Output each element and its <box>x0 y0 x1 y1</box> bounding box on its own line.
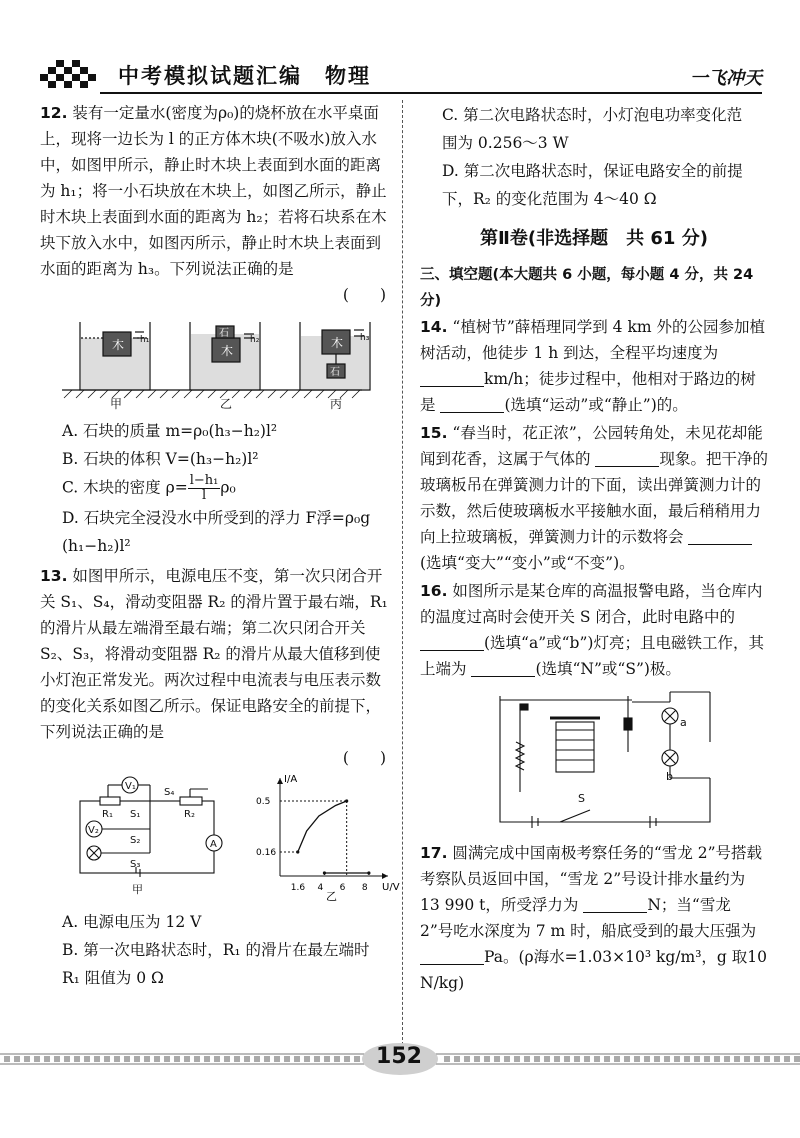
option-d: D. 第二次电路状态时，保证电路安全的前提 <box>442 162 743 180</box>
footer-dash <box>84 1056 90 1062</box>
footer-dash <box>784 1056 790 1062</box>
voltmeter-v1: V₁ <box>125 781 136 792</box>
y-tick-label: 0.5 <box>256 797 271 807</box>
footer-dash <box>74 1056 80 1062</box>
footer-dash <box>224 1056 230 1062</box>
circuit-and-graph-figure <box>40 771 400 903</box>
option-d: D. 石块完全浸没水中所受到的浮力 F浮=ρ₀g <box>62 509 371 527</box>
answer-blank[interactable] <box>420 368 484 387</box>
fig-label-yi: 乙 <box>220 397 233 411</box>
footer-dash <box>94 1056 100 1062</box>
footer-dash <box>714 1056 720 1062</box>
s2-label: S₂ <box>130 835 141 846</box>
wood-label: 木 <box>112 338 125 352</box>
footer-dash <box>734 1056 740 1062</box>
page-header <box>0 52 800 98</box>
series-line-curve <box>298 801 347 852</box>
fraction-numerator: l−h₁ <box>189 473 219 488</box>
footer-dash <box>564 1056 570 1062</box>
wood-label: 木 <box>331 336 344 350</box>
footer-dash <box>754 1056 760 1062</box>
q16-text-2: (选填“a”或“b”)灯亮；且电磁铁工作，其上端为 <box>420 634 764 678</box>
q17-text-2: N；当“雪龙 2”号吃水深度为 7 m 时，船底受到的最大压强为 <box>420 896 757 940</box>
option-b-cont: R₁ 阻值为 0 Ω <box>62 969 164 987</box>
q14-text-2: km/h；徒步过程中，他相对于路边的树是 <box>420 370 756 414</box>
question-13 <box>40 563 400 991</box>
footer-dash <box>664 1056 670 1062</box>
data-point <box>345 799 348 802</box>
footer-dash <box>694 1056 700 1062</box>
q15-text-3: (选填“变大”“变小”或“不变”)。 <box>420 554 635 572</box>
answer-paren: ( ) <box>342 286 386 304</box>
footer-dash <box>244 1056 250 1062</box>
r2-label: R₂ <box>184 809 195 820</box>
option-c: C. 第二次电路状态时，小灯泡电功率变化范 <box>442 106 743 124</box>
footer-dash <box>524 1056 530 1062</box>
footer-dash <box>164 1056 170 1062</box>
footer-dash <box>214 1056 220 1062</box>
footer-dash <box>264 1056 270 1062</box>
answer-blank[interactable] <box>471 658 535 677</box>
option-d-cont: (h₁−h₂)l² <box>62 537 131 555</box>
footer-dash <box>324 1056 330 1062</box>
option-c-fraction <box>188 474 221 503</box>
footer-dash <box>704 1056 710 1062</box>
question-number: 17. <box>420 844 448 862</box>
s1-label: S₁ <box>130 809 141 820</box>
answer-blank[interactable] <box>595 448 659 467</box>
footer-dash <box>354 1056 360 1062</box>
footer-dash <box>194 1056 200 1062</box>
wood-label: 木 <box>221 344 234 358</box>
fraction-denominator: l <box>201 488 207 503</box>
y-tick-label: 0.16 <box>256 848 277 858</box>
section-heading: 三、填空题(本大题共 6 小题，每小题 4 分，共 24 分) <box>420 267 754 309</box>
question-number: 14. <box>420 318 448 336</box>
q14-text-3: (选填“运动”或“静止”)的。 <box>504 396 688 414</box>
footer-dash <box>644 1056 650 1062</box>
x-axis-arrow <box>382 873 388 879</box>
footer-dash <box>174 1056 180 1062</box>
footer-dash <box>794 1056 800 1062</box>
answer-blank[interactable] <box>583 894 647 913</box>
footer-dash <box>614 1056 620 1062</box>
data-point <box>323 871 326 874</box>
footer-dash <box>44 1056 50 1062</box>
beaker-figure <box>40 308 392 411</box>
option-b: B. 第一次电路状态时，R₁ 的滑片在最左端时 <box>62 941 370 959</box>
s4-label: S₄ <box>164 787 175 798</box>
footer-dash <box>304 1056 310 1062</box>
h2-label: h₂ <box>250 335 260 345</box>
footer-dash <box>64 1056 70 1062</box>
footer-dash <box>24 1056 30 1062</box>
q15-text-1: “春当时，花正浓”，公园转角处，未见花却能闻到花香，这属于气体的 <box>420 424 763 468</box>
q15-text-2: 现象。把干净的玻璃板吊在弹簧测力计的下面，读出弹簧测力计的示数，然后使玻璃板水平接触水面，最后稍稍用力向上拉玻璃板，弹簧测力计的示数将会 <box>420 450 768 546</box>
q16-text-1: 如图所示是某仓库的高温报警电路，当仓库内的温度过高时会使开关 S 闭合，此时电路中的 <box>420 582 763 626</box>
question-number: 16. <box>420 582 448 600</box>
book-title: 中考模拟试题汇编 物理 <box>118 64 371 88</box>
footer-dash <box>454 1056 460 1062</box>
footer-dash <box>484 1056 490 1062</box>
x-tick-label: 6 <box>339 883 346 893</box>
q17-text-3: Pa。(ρ海水=1.03×10³ kg/m³，g 取10 N/kg) <box>420 948 768 992</box>
option-c-suffix: ρ₀ <box>220 478 236 497</box>
answer-blank[interactable] <box>688 526 752 545</box>
option-b: B. 石块的体积 V=(h₃−h₂)l² <box>62 450 259 468</box>
x-tick-label: 4 <box>317 883 324 893</box>
chart-fig-label: 乙 <box>326 890 337 903</box>
fig-label-bing: 丙 <box>330 397 343 411</box>
footer-dash <box>234 1056 240 1062</box>
header-rule <box>100 92 762 94</box>
footer-dash <box>624 1056 630 1062</box>
answer-blank[interactable] <box>440 394 504 413</box>
footer-dash <box>124 1056 130 1062</box>
column-divider <box>402 100 403 1050</box>
option-a: A. 石块的质量 m=ρ₀(h₃−h₂)l² <box>62 422 278 440</box>
footer-dash <box>104 1056 110 1062</box>
question-15 <box>420 420 768 576</box>
x-tick-label: 8 <box>361 883 368 893</box>
question-number: 12. <box>40 104 68 122</box>
question-17 <box>420 840 768 996</box>
fig-label-jia: 甲 <box>110 397 123 411</box>
footer-dash <box>464 1056 470 1062</box>
footer-dash <box>604 1056 610 1062</box>
y-axis-label: I/A <box>284 774 298 785</box>
circuit-fig-label: 甲 <box>132 883 143 896</box>
lamp-a-label: a <box>680 716 687 729</box>
data-point <box>367 871 370 874</box>
footer-dash <box>444 1056 450 1062</box>
answer-blank[interactable] <box>420 632 484 651</box>
y-axis-arrow <box>277 778 283 784</box>
footer-dash <box>144 1056 150 1062</box>
footer-dash <box>584 1056 590 1062</box>
footer-dash <box>134 1056 140 1062</box>
footer-dash <box>474 1056 480 1062</box>
voltmeter-v2: V₂ <box>88 825 99 836</box>
lamp-b-label: b <box>666 770 673 783</box>
h1-label: h₁ <box>140 335 150 345</box>
footer-dash <box>284 1056 290 1062</box>
option-c-cont: 围为 0.256～3 W <box>442 134 569 152</box>
answer-paren: ( ) <box>342 749 386 767</box>
footer-dash <box>544 1056 550 1062</box>
question-stem: 如图甲所示，电源电压不变，第一次只闭合开关 S₁、S₄，滑动变阻器 R₂ 的滑片置于最右端，R₁ 的滑片从最左端滑至最右端；第二次只闭合开关 S₂、S₃，将滑动变阻器 R₂ 的滑片从最大值移到使小灯泡正常发光。两次过程中电流表与电压表示数的变化关系如图乙所示。保证电路安全的前提下，下列说法正确的是 <box>40 567 388 741</box>
q17-text-1: 圆满完成中国南极考察任务的“雪龙 2”号搭载考察队员返回中国，“雪龙 2”号设计排水量约为 13 990 t，所受浮力为 <box>420 844 763 914</box>
footer-dash <box>4 1056 10 1062</box>
footer-dash <box>514 1056 520 1062</box>
brand-logo: 一飞冲天 <box>690 68 762 89</box>
r1-label: R₁ <box>102 809 113 820</box>
option-c-prefix: C. 木块的密度 ρ= <box>62 478 188 497</box>
switch-s-label: S <box>578 792 585 805</box>
iv-chart <box>256 774 400 903</box>
stone-label: 石 <box>330 367 340 378</box>
x-tick-label: 1.6 <box>290 883 306 893</box>
footer-dash <box>724 1056 730 1062</box>
footer-dash <box>494 1056 500 1062</box>
question-number: 13. <box>40 567 68 585</box>
footer-dash <box>774 1056 780 1062</box>
footer-dash <box>54 1056 60 1062</box>
q14-text-1: “植树节”薛梧理同学到 4 km 外的公园参加植树活动，他徒步 1 h 到达，全程平均速度为 <box>420 318 765 362</box>
footer-dash <box>314 1056 320 1062</box>
footer-dash <box>764 1056 770 1062</box>
page-number: 152 <box>376 1044 422 1069</box>
footer-dash <box>554 1056 560 1062</box>
option-a: A. 电源电压为 12 V <box>62 913 202 931</box>
footer-dash <box>534 1056 540 1062</box>
footer-dash <box>594 1056 600 1062</box>
x-axis-label: U/V <box>382 882 400 893</box>
footer-dash <box>294 1056 300 1062</box>
footer-dash <box>684 1056 690 1062</box>
option-c <box>40 474 392 503</box>
footer-dash <box>114 1056 120 1062</box>
q16-text-3: (选填“N”或“S”)极。 <box>535 660 681 678</box>
h3-label: h₃ <box>360 333 370 343</box>
question-stem: 装有一定量水(密度为ρ₀)的烧杯放在水平桌面上，现将一边长为 l 的正方体木块(不吸水)放入水中，如图甲所示，静止时木块上表面到水面的距离为 h₁；将一小石块放在木块上，如图乙所示，静止时木块上表面到水面的距离为 h₂；若将石块系在木块下放入水中，如图丙所示，静止时木块上表面到水面的距离为 h₃。下列说法正确的是 <box>40 104 387 278</box>
footer-dash <box>254 1056 260 1062</box>
footer-dash <box>14 1056 20 1062</box>
alarm-circuit-figure <box>420 682 768 832</box>
footer-dash <box>204 1056 210 1062</box>
s3-label: S₃ <box>130 859 141 870</box>
footer-dash <box>634 1056 640 1062</box>
part-2-title: 第Ⅱ卷(非选择题 共 61 分) <box>480 228 708 249</box>
question-12 <box>40 100 392 559</box>
footer-dash <box>504 1056 510 1062</box>
option-d-cont: 下，R₂ 的变化范围为 4～40 Ω <box>442 190 657 208</box>
footer-dash <box>184 1056 190 1062</box>
footer-dash <box>334 1056 340 1062</box>
checker-decoration-icon <box>40 60 100 88</box>
answer-blank[interactable] <box>420 946 484 965</box>
footer-dash <box>344 1056 350 1062</box>
footer-dash <box>154 1056 160 1062</box>
stone-label: 石 <box>219 328 229 339</box>
footer-dash <box>654 1056 660 1062</box>
footer-dash <box>574 1056 580 1062</box>
left-column <box>40 100 400 993</box>
ammeter-label: A <box>210 839 217 850</box>
footer-dash <box>744 1056 750 1062</box>
data-point <box>296 850 299 853</box>
footer-dash <box>274 1056 280 1062</box>
right-column <box>420 100 768 996</box>
question-16 <box>420 578 768 840</box>
footer-dash <box>674 1056 680 1062</box>
question-14 <box>420 314 768 418</box>
question-number: 15. <box>420 424 448 442</box>
footer-dash <box>34 1056 40 1062</box>
